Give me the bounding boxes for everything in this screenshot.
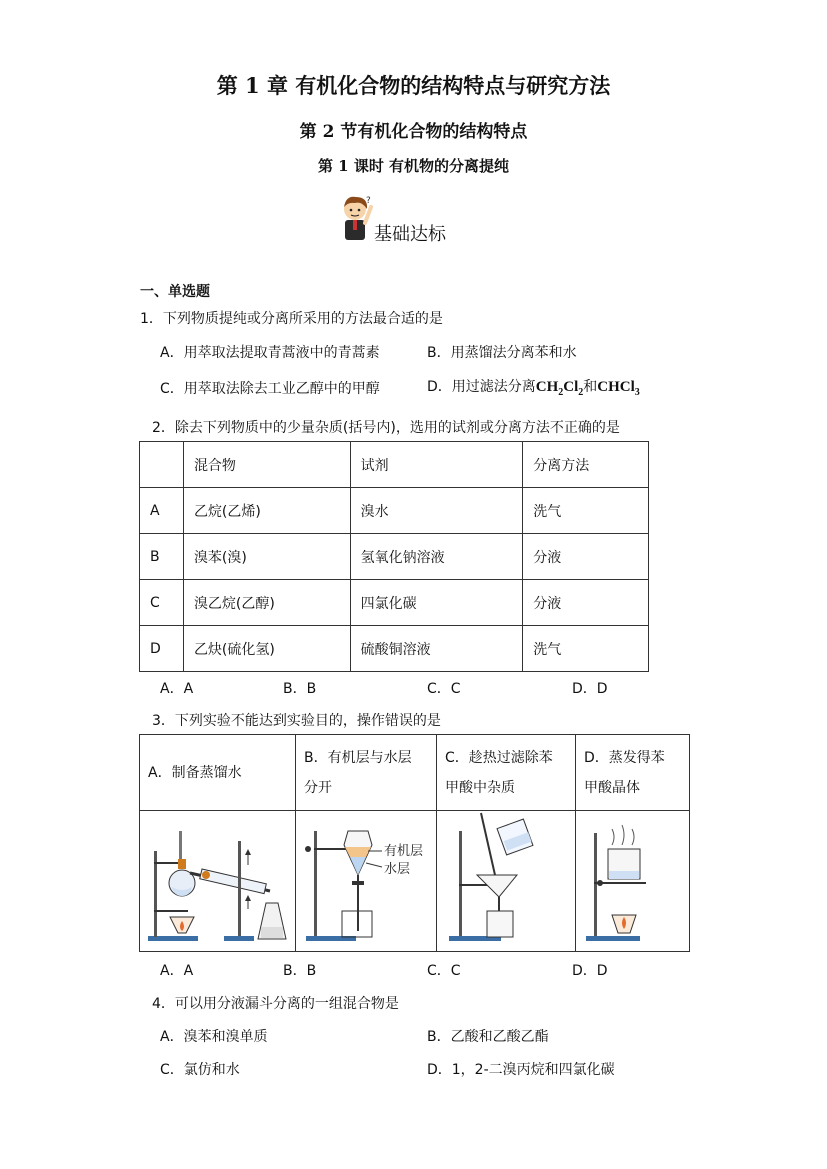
q2-answer-a[interactable]: A．A [160,681,194,697]
table-cell: 洗气 [523,488,649,534]
table-row [140,580,649,626]
q1-option-c[interactable]: C．用萃取法除去工业乙醇中的甲醇 [160,381,380,397]
q1-option-d-and: 和 [583,379,598,395]
lesson-title: 第 1 课时 有机物的分离提纯 [317,157,510,175]
table-cell: 分液 [523,534,649,580]
q3-cell-b: B．有机层与水层 分开 [296,735,437,811]
thinking-student-icon [336,195,376,243]
chapter-title: 第 1 章 有机化合物的结构特点与研究方法 [216,73,611,98]
q4-stem: 4．可以用分液漏斗分离的一组混合物是 [152,996,399,1012]
q2-answer-c[interactable]: C．C [427,681,461,697]
q2-table [139,441,649,672]
q3-cell-a: A．制备蒸馏水 [140,735,296,811]
q3-answer-a[interactable]: A．A [160,963,194,979]
q4-option-b[interactable]: B．乙酸和乙酸乙酯 [427,1029,549,1045]
section-heading: 一、单选题 [140,284,210,300]
formula-chcl3: CHCl$_3$ [597,379,640,398]
svg-text:?: ? [366,196,371,206]
table-cell: 溴苯(溴) [183,534,350,580]
table-row [140,811,690,952]
table-row [140,626,649,672]
table-cell: A [140,488,184,534]
organic-layer-label: 有机层 [384,844,424,859]
table-cell: 试剂 [350,442,523,488]
q3-cell-c: C．趁热过滤除苯 甲酸中杂质 [437,735,576,811]
q3-answer-d[interactable]: D．D [572,963,608,979]
q3-answer-b[interactable]: B．B [283,963,317,979]
q3-table [139,734,690,952]
table-cell: 乙炔(硫化氢) [183,626,350,672]
formula-ch2cl2: $CH_2Cl_2$ [535,379,584,398]
q3-cell-d: D．蒸发得苯 甲酸晶体 [576,735,690,811]
table-cell: B [140,534,184,580]
table-cell: 分液 [523,580,649,626]
evaporation-apparatus-icon [576,811,690,952]
separatory-funnel-icon [296,811,437,952]
table-cell: 乙烷(乙烯) [183,488,350,534]
table-cell: 混合物 [183,442,350,488]
q2-answer-b[interactable]: B．B [283,681,317,697]
distillation-apparatus-icon [140,811,296,952]
q1-stem: 1．下列物质提纯或分离所采用的方法最合适的是 [140,311,443,327]
table-cell: 洗气 [523,626,649,672]
table-row [140,488,649,534]
table-cell: 四氯化碳 [350,580,523,626]
q3-stem: 3．下列实验不能达到实验目的，操作错误的是 [152,713,441,729]
q2-stem: 2．除去下列物质中的少量杂质(括号内)，选用的试剂或分离方法不正确的是 [152,420,620,436]
table-cell: 溴水 [350,488,523,534]
table-cell: 硫酸铜溶液 [350,626,523,672]
table-cell: 分离方法 [523,442,649,488]
q4-option-c[interactable]: C．氯仿和水 [160,1062,240,1078]
q1-option-d[interactable] [427,376,640,398]
q1-option-a[interactable]: A．用萃取法提取青蒿液中的青蒿素 [160,345,380,361]
table-cell: 氢氧化钠溶液 [350,534,523,580]
q1-option-b[interactable]: B．用蒸馏法分离苯和水 [427,345,577,361]
section-title: 第 2 节有机化合物的结构特点 [299,122,528,142]
table-cell: C [140,580,184,626]
table-header-row [140,442,649,488]
table-row [140,534,649,580]
hot-filtration-icon [437,811,576,952]
q4-option-d[interactable]: D．1，2-二溴丙烷和四氯化碳 [427,1062,615,1078]
table-cell [140,442,184,488]
q3-answer-c[interactable]: C．C [427,963,461,979]
badge-label: 基础达标 [374,224,446,245]
q2-answer-d[interactable]: D．D [572,681,608,697]
water-layer-label: 水层 [384,862,411,877]
q4-option-a[interactable]: A．溴苯和溴单质 [160,1029,268,1045]
table-cell: 溴乙烷(乙醇) [183,580,350,626]
table-row [140,735,690,811]
table-cell: D [140,626,184,672]
q1-option-d-prefix: D．用过滤法分离 [427,379,536,395]
